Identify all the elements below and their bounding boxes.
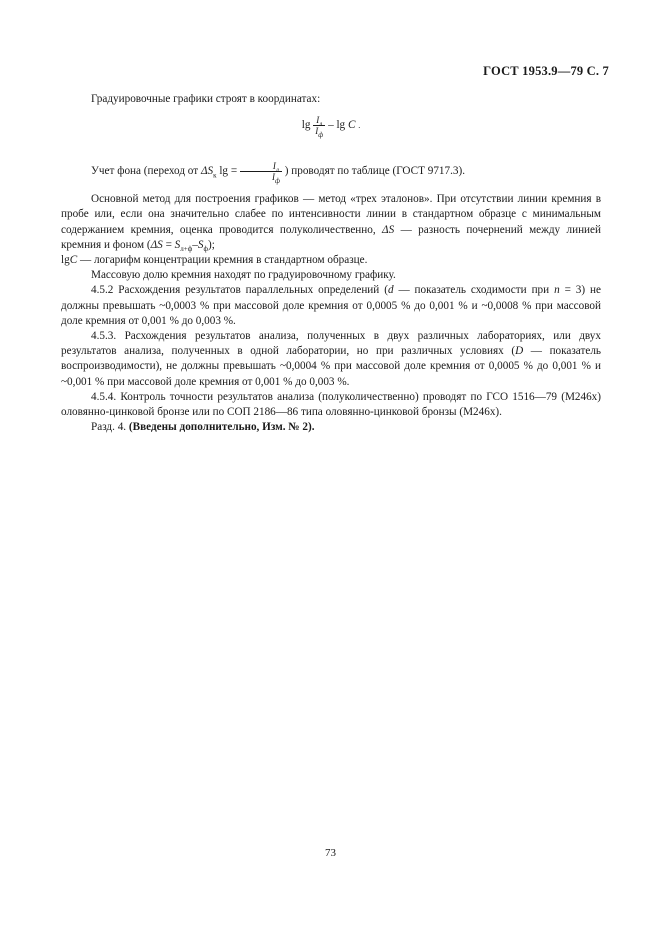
formula-lg-minus: – lg <box>328 119 346 132</box>
intro-paragraph: Градуировочные графики строят в координатах: <box>91 93 321 105</box>
lgc-definition-line: lgC — логарифм концентрации кремния в стандартном образце. <box>61 254 368 267</box>
clause-4-5-4: 4.5.4. Контроль точности результатов анализа (полуколичественно) проводят по ГСО 1516—79 (М246х) оловянно-цинковой бронзе или по СОП 2186—86 типа оловянно-цинковой бронзы (М246х). <box>61 390 601 419</box>
background-fraction: $\frac{I_л}{I_ф}$ <box>240 161 282 182</box>
clause-4-5-3: 4.5.3. Расхождения результатов анализа, полученных в двух различных лабораториях, или двух результатов анализа, полученных в одной лаборатории, но при различных условиях (D — показатель воспроизводимости), не должны превышать ~0,0004 % при массовой доле кремния от 0,0005 % до 0,001 % и ~0,001 % при массовой доле кремния от 0,001 % до 0,003 %. <box>61 330 602 388</box>
page-number: 73 <box>325 847 336 859</box>
main-method-paragraph: Основной метод для построения графиков — метод «трех эталонов». При отсутствии линии кремния в пробе или, если она значительно слабее по интенсивности линии в стандартном образце с минимальным содержанием кремния, оценка проводится полуколичественно, ΔS — разность почернений между линией кремния и фоном $(\Delta S = S_{л+ф}-S_ф)$; <box>61 193 601 254</box>
clause-4-5-2: 4.5.2 Расхождения результатов параллельных определений (d — показатель сходимости при n = 3) не должны превышать ~0,0003 % при массовой доле кремния от 0,0005 % до 0,001 % и ~0,0008 % при массовой доле кремния от 0,001 % до 0,003 %. <box>61 284 601 327</box>
formula-fraction: $\frac{I_л}{I_ф}$ <box>315 115 324 139</box>
background-paragraph: Учет фона (переход от $\Delta S_к$ lg = $\frac{I_л}{I_ф}$ ) проводят по таблице (ГОСТ 9717.3). <box>91 161 466 185</box>
formula-lg: lg <box>301 119 311 132</box>
amendment-note: Разд. 4. (Введены дополнительно, Изм. № 2). <box>91 421 315 434</box>
document-body <box>61 92 601 435</box>
page-header: ГОСТ 1953.9—79 С. 7 <box>483 64 609 78</box>
coordinate-formula <box>61 115 601 149</box>
mass-fraction-paragraph: Массовую долю кремния находят по градуировочному графику. <box>91 269 396 282</box>
formula-dot: . <box>358 121 361 131</box>
formula-variable: C <box>347 119 356 132</box>
